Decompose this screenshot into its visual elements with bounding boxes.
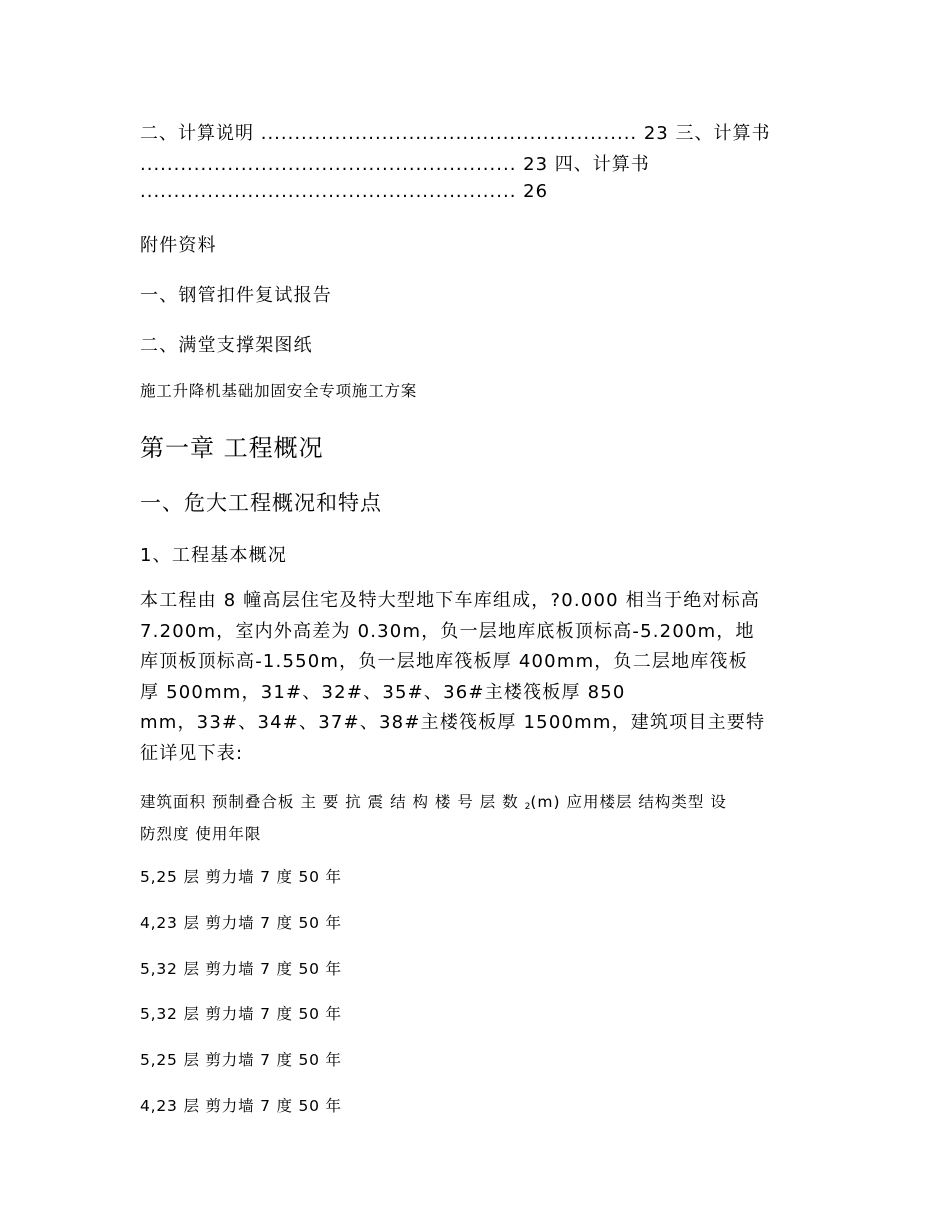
superscript-2: 2 (524, 802, 531, 812)
table-header-line-1: 建筑面积 预制叠合板 主 要 抗 震 结 构 楼 号 层 数 $_2$(m) 应用楼层 结构类型 设 (140, 793, 727, 812)
toc-line-2: ........................................................ 23 四、计算书 (140, 154, 650, 175)
subsection-title: 1、工程基本概况 (140, 545, 288, 566)
table-row: 4,23 层 剪力墙 7 度 50 年 (140, 914, 342, 932)
table-row: 5,25 层 剪力墙 7 度 50 年 (140, 1051, 342, 1069)
table-header (140, 789, 810, 848)
doc-title: 施工升降机基础加固安全专项施工方案 (140, 382, 418, 400)
paragraph-line: 库顶板顶标高-1.550m，负一层地库筏板厚 400mm，负二层地库筏板 (140, 651, 748, 672)
appendix-title: 附件资料 (140, 235, 217, 256)
table-row: 5,32 层 剪力墙 7 度 50 年 (140, 960, 342, 978)
toc-line-1: 二、计算说明 ........................................................ 23 三、计算书 (140, 123, 771, 144)
table-row: 5,32 层 剪力墙 7 度 50 年 (140, 1005, 342, 1023)
paragraph-line: 厚 500mm，31#、32#、35#、36#主楼筏板厚 850 (140, 681, 626, 703)
paragraph-line: 征详见下表: (140, 742, 244, 764)
table-header-line-2: 防烈度 使用年限 (140, 825, 262, 843)
paragraph-line: mm，33#、34#、37#、38#主楼筏板厚 1500mm，建筑项目主要特 (140, 712, 766, 733)
paragraph-line: 本工程由 8 幢高层住宅及特大型地下车库组成，?0.000 相当于绝对标高 (140, 590, 761, 611)
section-title: 一、危大工程概况和特点 (140, 491, 382, 515)
toc-line-3: ........................................................ 26 (140, 181, 549, 202)
paragraph-line: 7.200m，室内外高差为 0.30m，负一层地库底板顶标高-5.200m，地 (140, 620, 755, 642)
chapter-title: 第一章 工程概况 (140, 434, 324, 462)
overview-paragraph (140, 586, 810, 769)
appendix-item-2: 二、满堂支撑架图纸 (140, 335, 313, 356)
appendix-item-1: 一、钢管扣件复试报告 (140, 285, 332, 306)
table-row: 4,23 层 剪力墙 7 度 50 年 (140, 1097, 342, 1115)
table-row: 5,25 层 剪力墙 7 度 50 年 (140, 868, 342, 886)
